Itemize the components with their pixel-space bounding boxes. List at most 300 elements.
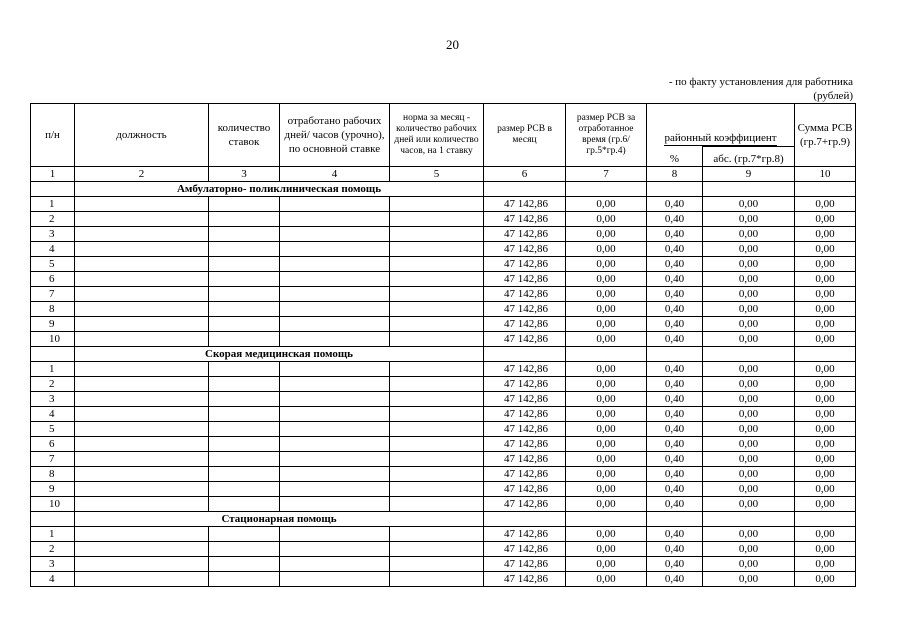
cell-norm xyxy=(390,527,484,542)
cell-rsv-month: 47 142,86 xyxy=(484,242,566,257)
cell-rates xyxy=(209,527,280,542)
cell-sum: 0,00 xyxy=(795,497,856,512)
cell-rsv-worked: 0,00 xyxy=(566,437,647,452)
cell-norm xyxy=(390,422,484,437)
cell-sum: 0,00 xyxy=(795,242,856,257)
cell-rates xyxy=(209,377,280,392)
cell-abs: 0,00 xyxy=(703,212,795,227)
cell-abs: 0,00 xyxy=(703,452,795,467)
cell-abs: 0,00 xyxy=(703,257,795,272)
column-numbers-row xyxy=(31,167,856,182)
cell-rsv-worked: 0,00 xyxy=(566,452,647,467)
section-empty xyxy=(647,512,703,527)
section-title: Скорая медицинская помощь xyxy=(75,347,484,362)
cell-abs: 0,00 xyxy=(703,497,795,512)
cell-percent: 0,40 xyxy=(647,557,703,572)
cell-abs: 0,00 xyxy=(703,542,795,557)
cell-abs: 0,00 xyxy=(703,287,795,302)
section-empty xyxy=(484,347,566,362)
cell-rates xyxy=(209,362,280,377)
cell-rsv-worked: 0,00 xyxy=(566,542,647,557)
cell-rsv-worked: 0,00 xyxy=(566,332,647,347)
cell-sum: 0,00 xyxy=(795,542,856,557)
cell-abs: 0,00 xyxy=(703,272,795,287)
cell-worked-days xyxy=(280,452,390,467)
cell-sum: 0,00 xyxy=(795,437,856,452)
section-empty xyxy=(703,182,795,197)
header-regional: районный коэффициент xyxy=(647,104,795,147)
cell-position xyxy=(75,407,209,422)
header-rsv-worked: размер РСВ за отработанное время (гр.6/гр.5*гр.4) xyxy=(566,104,647,167)
cell-abs: 0,00 xyxy=(703,377,795,392)
cell-norm xyxy=(390,557,484,572)
cell-sum: 0,00 xyxy=(795,377,856,392)
cell-sum: 0,00 xyxy=(795,257,856,272)
section-empty xyxy=(795,512,856,527)
cell-position xyxy=(75,227,209,242)
cell-position xyxy=(75,332,209,347)
section-empty xyxy=(566,347,647,362)
cell-rsv-worked: 0,00 xyxy=(566,557,647,572)
cell-worked-days xyxy=(280,542,390,557)
cell-position xyxy=(75,362,209,377)
cell-sum: 0,00 xyxy=(795,302,856,317)
cell-position xyxy=(75,212,209,227)
cell-rsv-worked: 0,00 xyxy=(566,467,647,482)
cell-rsv-worked: 0,00 xyxy=(566,317,647,332)
cell-position xyxy=(75,452,209,467)
cell-abs: 0,00 xyxy=(703,302,795,317)
cell-rates xyxy=(209,467,280,482)
cell-rates xyxy=(209,452,280,467)
cell-abs: 0,00 xyxy=(703,467,795,482)
section-row xyxy=(31,512,856,527)
cell-pn: 2 xyxy=(31,212,75,227)
cell-norm xyxy=(390,212,484,227)
cell-norm xyxy=(390,482,484,497)
cell-percent: 0,40 xyxy=(647,257,703,272)
cell-worked-days xyxy=(280,272,390,287)
column-number: 8 xyxy=(647,167,703,182)
cell-pn: 9 xyxy=(31,317,75,332)
cell-worked-days xyxy=(280,317,390,332)
cell-percent: 0,40 xyxy=(647,227,703,242)
section-empty xyxy=(703,512,795,527)
cell-percent: 0,40 xyxy=(647,302,703,317)
cell-rates xyxy=(209,482,280,497)
cell-worked-days xyxy=(280,482,390,497)
cell-position xyxy=(75,377,209,392)
cell-percent: 0,40 xyxy=(647,497,703,512)
cell-rsv-worked: 0,00 xyxy=(566,272,647,287)
cell-sum: 0,00 xyxy=(795,272,856,287)
header-sum: Сумма РСВ (гр.7+гр.9) xyxy=(795,104,856,167)
cell-pn: 6 xyxy=(31,272,75,287)
cell-norm xyxy=(390,272,484,287)
cell-rsv-worked: 0,00 xyxy=(566,302,647,317)
cell-pn: 3 xyxy=(31,227,75,242)
cell-position xyxy=(75,272,209,287)
column-number: 7 xyxy=(566,167,647,182)
header-rates: количество ставок xyxy=(209,104,280,167)
cell-rates xyxy=(209,317,280,332)
cell-worked-days xyxy=(280,212,390,227)
table-row xyxy=(31,332,856,347)
cell-norm xyxy=(390,332,484,347)
cell-worked-days xyxy=(280,257,390,272)
cell-sum: 0,00 xyxy=(795,467,856,482)
cell-worked-days xyxy=(280,557,390,572)
table-row xyxy=(31,272,856,287)
cell-rates xyxy=(209,392,280,407)
cell-percent: 0,40 xyxy=(647,212,703,227)
cell-percent: 0,40 xyxy=(647,407,703,422)
cell-percent: 0,40 xyxy=(647,392,703,407)
cell-sum: 0,00 xyxy=(795,362,856,377)
cell-sum: 0,00 xyxy=(795,557,856,572)
cell-pn: 4 xyxy=(31,407,75,422)
cell-rates xyxy=(209,302,280,317)
cell-rsv-worked: 0,00 xyxy=(566,527,647,542)
table-row xyxy=(31,452,856,467)
cell-worked-days xyxy=(280,572,390,587)
cell-rsv-worked: 0,00 xyxy=(566,362,647,377)
cell-sum: 0,00 xyxy=(795,407,856,422)
section-empty xyxy=(566,512,647,527)
section-empty xyxy=(795,182,856,197)
table-row xyxy=(31,257,856,272)
cell-position xyxy=(75,572,209,587)
cell-rates xyxy=(209,557,280,572)
section-title: Стационарная помощь xyxy=(75,512,484,527)
cell-position xyxy=(75,287,209,302)
cell-rates xyxy=(209,242,280,257)
cell-worked-days xyxy=(280,332,390,347)
cell-norm xyxy=(390,197,484,212)
cell-rsv-month: 47 142,86 xyxy=(484,407,566,422)
cell-rates xyxy=(209,407,280,422)
cell-sum: 0,00 xyxy=(795,572,856,587)
table-row xyxy=(31,557,856,572)
header-norm: норма за месяц - количество рабочих дней или количество часов, на 1 ставку xyxy=(390,104,484,167)
table-row xyxy=(31,422,856,437)
section-row xyxy=(31,347,856,362)
cell-pn: 3 xyxy=(31,392,75,407)
table-row xyxy=(31,542,856,557)
cell-rates xyxy=(209,497,280,512)
table-row xyxy=(31,377,856,392)
section-empty xyxy=(484,182,566,197)
cell-abs: 0,00 xyxy=(703,407,795,422)
cell-sum: 0,00 xyxy=(795,527,856,542)
cell-position xyxy=(75,302,209,317)
cell-rsv-month: 47 142,86 xyxy=(484,392,566,407)
header-rsv-month: размер РСВ в месяц xyxy=(484,104,566,167)
table-row xyxy=(31,407,856,422)
cell-rsv-worked: 0,00 xyxy=(566,482,647,497)
cell-rates xyxy=(209,572,280,587)
units-label: (рублей) xyxy=(813,90,853,102)
table-row xyxy=(31,467,856,482)
cell-abs: 0,00 xyxy=(703,197,795,212)
section-empty xyxy=(795,347,856,362)
table-row xyxy=(31,197,856,212)
cell-rates xyxy=(209,437,280,452)
cell-abs: 0,00 xyxy=(703,242,795,257)
cell-rsv-worked: 0,00 xyxy=(566,242,647,257)
cell-sum: 0,00 xyxy=(795,452,856,467)
cell-worked-days xyxy=(280,227,390,242)
section-empty xyxy=(647,182,703,197)
cell-rsv-worked: 0,00 xyxy=(566,422,647,437)
cell-position xyxy=(75,422,209,437)
cell-norm xyxy=(390,227,484,242)
cell-pn: 4 xyxy=(31,242,75,257)
cell-abs: 0,00 xyxy=(703,482,795,497)
cell-percent: 0,40 xyxy=(647,482,703,497)
cell-percent: 0,40 xyxy=(647,272,703,287)
cell-norm xyxy=(390,392,484,407)
cell-abs: 0,00 xyxy=(703,572,795,587)
cell-worked-days xyxy=(280,377,390,392)
section-empty xyxy=(703,347,795,362)
cell-rsv-worked: 0,00 xyxy=(566,497,647,512)
cell-rates xyxy=(209,332,280,347)
column-number: 4 xyxy=(280,167,390,182)
cell-abs: 0,00 xyxy=(703,392,795,407)
cell-norm xyxy=(390,572,484,587)
cell-rates xyxy=(209,227,280,242)
cell-norm xyxy=(390,407,484,422)
cell-norm xyxy=(390,542,484,557)
header-worked: отработано рабочих дней/ часов (урочно), по основной ставке xyxy=(280,104,390,167)
table-row xyxy=(31,317,856,332)
cell-pn: 1 xyxy=(31,197,75,212)
cell-pn: 1 xyxy=(31,362,75,377)
cell-abs: 0,00 xyxy=(703,557,795,572)
cell-worked-days xyxy=(280,197,390,212)
cell-pn: 9 xyxy=(31,482,75,497)
cell-position xyxy=(75,467,209,482)
cell-pn: 5 xyxy=(31,257,75,272)
column-number: 5 xyxy=(390,167,484,182)
table-row xyxy=(31,437,856,452)
header-abs: абс. (гр.7*гр.8) xyxy=(703,147,795,167)
table-row xyxy=(31,227,856,242)
cell-pn: 6 xyxy=(31,437,75,452)
cell-worked-days xyxy=(280,467,390,482)
rsv-table xyxy=(30,103,856,587)
table-row xyxy=(31,302,856,317)
cell-sum: 0,00 xyxy=(795,287,856,302)
cell-rates xyxy=(209,422,280,437)
cell-norm xyxy=(390,302,484,317)
cell-position xyxy=(75,317,209,332)
section-empty xyxy=(31,182,75,197)
cell-norm xyxy=(390,287,484,302)
table-row xyxy=(31,287,856,302)
cell-rsv-month: 47 142,86 xyxy=(484,467,566,482)
column-number: 6 xyxy=(484,167,566,182)
cell-percent: 0,40 xyxy=(647,242,703,257)
table-row xyxy=(31,482,856,497)
cell-pn: 7 xyxy=(31,287,75,302)
cell-norm xyxy=(390,242,484,257)
cell-position xyxy=(75,437,209,452)
cell-rsv-month: 47 142,86 xyxy=(484,197,566,212)
cell-rsv-month: 47 142,86 xyxy=(484,527,566,542)
table-row xyxy=(31,497,856,512)
cell-pn: 10 xyxy=(31,497,75,512)
cell-percent: 0,40 xyxy=(647,377,703,392)
cell-rates xyxy=(209,272,280,287)
cell-percent: 0,40 xyxy=(647,467,703,482)
cell-percent: 0,40 xyxy=(647,332,703,347)
cell-rsv-worked: 0,00 xyxy=(566,287,647,302)
header-percent: % xyxy=(647,147,703,167)
cell-rsv-month: 47 142,86 xyxy=(484,272,566,287)
cell-pn: 2 xyxy=(31,377,75,392)
table-row xyxy=(31,572,856,587)
page-number: 20 xyxy=(446,37,459,52)
table-row xyxy=(31,362,856,377)
cell-worked-days xyxy=(280,242,390,257)
cell-rsv-worked: 0,00 xyxy=(566,227,647,242)
cell-rsv-month: 47 142,86 xyxy=(484,332,566,347)
cell-worked-days xyxy=(280,362,390,377)
cell-rsv-month: 47 142,86 xyxy=(484,542,566,557)
column-number: 9 xyxy=(703,167,795,182)
cell-sum: 0,00 xyxy=(795,392,856,407)
cell-rates xyxy=(209,287,280,302)
cell-rsv-worked: 0,00 xyxy=(566,392,647,407)
cell-abs: 0,00 xyxy=(703,362,795,377)
cell-percent: 0,40 xyxy=(647,527,703,542)
header-position: должность xyxy=(75,104,209,167)
cell-abs: 0,00 xyxy=(703,527,795,542)
cell-norm xyxy=(390,452,484,467)
cell-pn: 5 xyxy=(31,422,75,437)
table-row xyxy=(31,392,856,407)
cell-rsv-month: 47 142,86 xyxy=(484,287,566,302)
cell-rsv-month: 47 142,86 xyxy=(484,317,566,332)
cell-rsv-month: 47 142,86 xyxy=(484,257,566,272)
cell-rsv-worked: 0,00 xyxy=(566,257,647,272)
cell-sum: 0,00 xyxy=(795,212,856,227)
cell-rates xyxy=(209,257,280,272)
cell-abs: 0,00 xyxy=(703,332,795,347)
cell-sum: 0,00 xyxy=(795,332,856,347)
cell-position xyxy=(75,497,209,512)
cell-percent: 0,40 xyxy=(647,287,703,302)
note: - по факту установления для работника xyxy=(668,76,853,88)
cell-pn: 10 xyxy=(31,332,75,347)
cell-rsv-month: 47 142,86 xyxy=(484,302,566,317)
cell-rsv-month: 47 142,86 xyxy=(484,362,566,377)
cell-pn: 1 xyxy=(31,527,75,542)
cell-norm xyxy=(390,257,484,272)
cell-worked-days xyxy=(280,422,390,437)
cell-percent: 0,40 xyxy=(647,452,703,467)
cell-abs: 0,00 xyxy=(703,227,795,242)
cell-position xyxy=(75,482,209,497)
column-number: 2 xyxy=(75,167,209,182)
section-empty xyxy=(31,512,75,527)
cell-rsv-month: 47 142,86 xyxy=(484,557,566,572)
cell-worked-days xyxy=(280,527,390,542)
cell-rates xyxy=(209,542,280,557)
cell-pn: 2 xyxy=(31,542,75,557)
cell-abs: 0,00 xyxy=(703,317,795,332)
section-empty xyxy=(31,347,75,362)
column-number: 3 xyxy=(209,167,280,182)
cell-norm xyxy=(390,362,484,377)
column-number: 1 xyxy=(31,167,75,182)
cell-percent: 0,40 xyxy=(647,437,703,452)
cell-position xyxy=(75,392,209,407)
cell-norm xyxy=(390,497,484,512)
cell-pn: 7 xyxy=(31,452,75,467)
cell-norm xyxy=(390,317,484,332)
cell-percent: 0,40 xyxy=(647,542,703,557)
cell-rsv-month: 47 142,86 xyxy=(484,422,566,437)
cell-rsv-worked: 0,00 xyxy=(566,212,647,227)
cell-rates xyxy=(209,197,280,212)
cell-pn: 3 xyxy=(31,557,75,572)
cell-rsv-month: 47 142,86 xyxy=(484,572,566,587)
cell-rates xyxy=(209,212,280,227)
column-number: 10 xyxy=(795,167,856,182)
cell-rsv-worked: 0,00 xyxy=(566,197,647,212)
cell-pn: 4 xyxy=(31,572,75,587)
cell-position xyxy=(75,527,209,542)
cell-worked-days xyxy=(280,302,390,317)
cell-abs: 0,00 xyxy=(703,422,795,437)
cell-sum: 0,00 xyxy=(795,482,856,497)
cell-sum: 0,00 xyxy=(795,422,856,437)
cell-worked-days xyxy=(280,497,390,512)
cell-pn: 8 xyxy=(31,302,75,317)
cell-rsv-month: 47 142,86 xyxy=(484,377,566,392)
cell-percent: 0,40 xyxy=(647,317,703,332)
cell-abs: 0,00 xyxy=(703,437,795,452)
cell-rsv-month: 47 142,86 xyxy=(484,437,566,452)
cell-percent: 0,40 xyxy=(647,572,703,587)
cell-sum: 0,00 xyxy=(795,317,856,332)
cell-rsv-month: 47 142,86 xyxy=(484,212,566,227)
cell-worked-days xyxy=(280,392,390,407)
section-row xyxy=(31,182,856,197)
cell-rsv-worked: 0,00 xyxy=(566,572,647,587)
cell-percent: 0,40 xyxy=(647,362,703,377)
cell-worked-days xyxy=(280,287,390,302)
cell-percent: 0,40 xyxy=(647,422,703,437)
header-pn: п/н xyxy=(31,104,75,167)
cell-worked-days xyxy=(280,407,390,422)
cell-rsv-month: 47 142,86 xyxy=(484,497,566,512)
cell-norm xyxy=(390,437,484,452)
cell-rsv-month: 47 142,86 xyxy=(484,452,566,467)
cell-position xyxy=(75,197,209,212)
cell-rsv-month: 47 142,86 xyxy=(484,482,566,497)
section-empty xyxy=(647,347,703,362)
cell-pn: 8 xyxy=(31,467,75,482)
cell-rsv-worked: 0,00 xyxy=(566,407,647,422)
table-row xyxy=(31,212,856,227)
section-empty xyxy=(484,512,566,527)
cell-sum: 0,00 xyxy=(795,227,856,242)
section-title: Амбулаторно- поликлиническая помощь xyxy=(75,182,484,197)
